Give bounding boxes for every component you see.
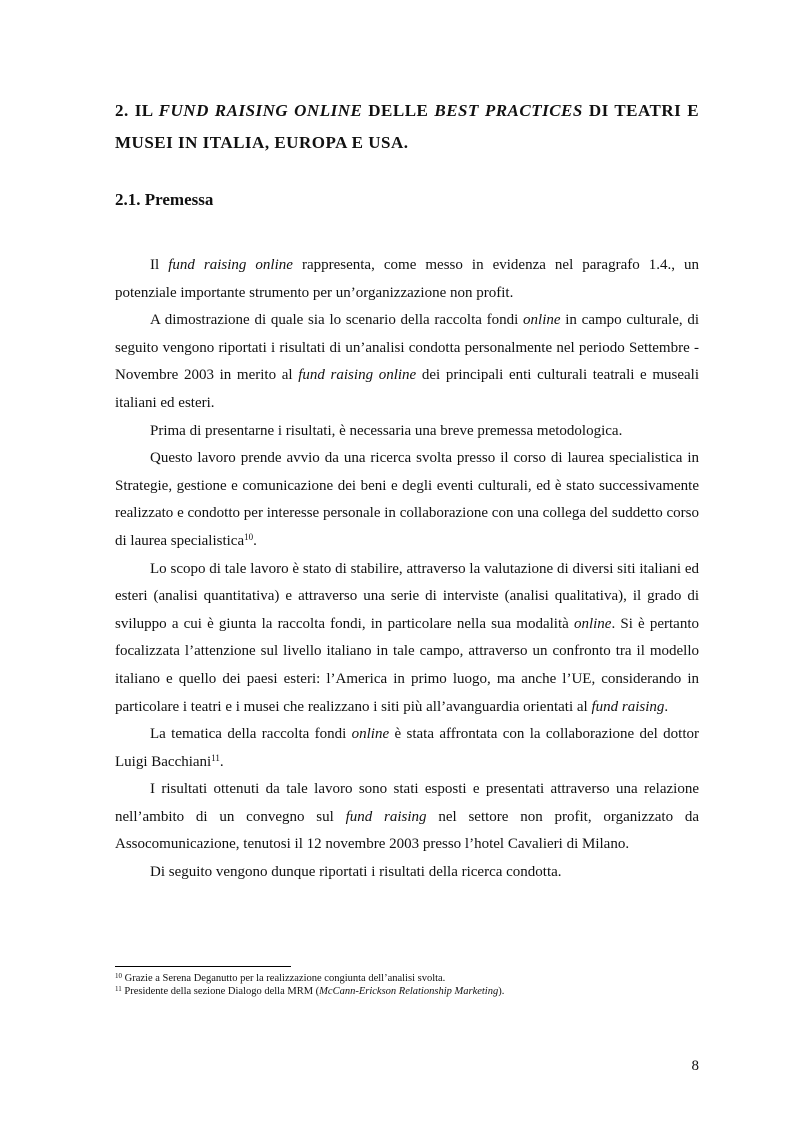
p6-text-c: è stata affrontata con la collaborazione del dottor Luigi Bacchiani: [115, 726, 700, 770]
p1-text-c: rappresenta, come messo in evidenza nel paragrafo 1.4., un potenziale importante strumento per un’organizzazione non profit.: [115, 257, 700, 301]
footnote-ref-11[interactable]: 11: [211, 752, 220, 763]
footnote-ref-10[interactable]: 10: [244, 531, 254, 542]
paragraph-4: Questo lavoro prende avvio da una ricerca svolta presso il corso di laurea specialistica in Strategie, gestione e comunicazione dei beni e degli eventi culturali, ed è stato successivamente realizzato e condotto per interesse personale in collaborazione con una collega del suddetto corso di laurea specialistica$^{10}$.: [115, 450, 699, 549]
footnote-11: [115, 985, 699, 998]
chapter-title-italic-best-practices: BEST PRACTICES: [434, 101, 583, 120]
page-number: 8: [691, 1058, 699, 1074]
chapter-title-delle: DELLE: [368, 101, 429, 120]
p6-text-a: La tematica della raccolta fondi: [150, 726, 347, 743]
p2-text-a: A dimostrazione di quale sia lo scenario della raccolta fondi: [150, 312, 519, 329]
p5-italic-fund-raising: fund raising: [591, 698, 665, 715]
paragraph-1: [115, 252, 699, 307]
p6-end: .: [219, 753, 224, 770]
p2-italic-online: online: [523, 312, 561, 329]
p2-italic-fund-raising: fund raising online: [298, 367, 417, 384]
p2-text-c: in campo culturale, di seguito vengono riportati i risultati di un’analisi condotta personalmente nel periodo Settembre - Novembre 2003 in merito al: [115, 312, 699, 384]
p6-italic-online: online: [351, 726, 390, 743]
paragraph-8: Di seguito vengono dunque riportati i risultati della ricerca condotta.: [150, 864, 562, 881]
chapter-title-rest: DI TEATRI E MUSEI IN ITALIA, EUROPA E USA.: [115, 101, 700, 152]
p7-text-a: I risultati ottenuti da tale lavoro sono stati esposti e presentati attraverso una relazione nell’ambito di un convegno sul: [115, 781, 699, 825]
p5-text-c: . Si è pertanto focalizzata l’attenzione sul livello italiano in tale campo, attraverso un confronto tra il modello italiano e quello dei paesi esteri: l’America in primo luogo, ma anche l’UE, considerando in particolare i teatri e i musei che realizzano i siti più all’avanguardia orientati al: [115, 615, 699, 715]
p7-text-c: nel settore non profit, organizzato da Assocomunicazione, tenutosi il 12 novembre 2003 presso l’hotel Cavalieri di Milano.: [115, 808, 700, 853]
footnotes: [115, 972, 699, 998]
footnote-divider: [115, 966, 291, 967]
section-title: 2.1. Premessa: [115, 190, 214, 209]
body-text: [115, 252, 699, 887]
chapter-number: 2. IL: [115, 101, 153, 120]
footnote-11-text-a: Presidente della sezione Dialogo della MRM (: [124, 986, 320, 997]
chapter-title-italic-fund-raising: FUND RAISING ONLINE: [158, 101, 363, 120]
paragraph-6: [115, 721, 699, 776]
p2-text-e: dei principali enti culturali teatrali e museali italiani ed esteri.: [115, 367, 700, 411]
footnote-10: [115, 972, 699, 985]
footnote-11-text-c: ).: [498, 986, 505, 997]
footnote-10-text: Grazie a Serena Deganutto per la realizzazione congiunta dell’analisi svolta.: [124, 973, 446, 984]
p5-italic-online: online: [573, 615, 612, 632]
footnote-10-number: 10: [115, 972, 122, 980]
chapter-title: [115, 95, 699, 159]
p4-text: Questo lavoro prende avvio da una ricerca svolta presso il corso di laurea specialistica in Strategie, gestione e comunicazione dei beni e degli eventi culturali, ed è stato successivamente realizzato e condotto per interesse personale in collaborazione con una collega del suddetto corso di laurea specialistica: [115, 450, 699, 549]
paragraph-2: [115, 307, 699, 417]
paragraph-3: Prima di presentarne i risultati, è necessaria una breve premessa metodologica.: [150, 422, 623, 439]
footnote-11-number: 11: [115, 985, 122, 993]
p7-italic-fund-raising: fund raising: [345, 808, 427, 825]
p1-text-a: Il: [150, 257, 160, 273]
paragraph-7: [115, 776, 699, 859]
p5-text-a: Lo scopo di tale lavoro è stato di stabilire, attraverso la valutazione di diversi siti italiani ed esteri (analisi quantitativa) e attraverso una serie di interviste (analisi qualitativa), il grado di sviluppo a cui è giunta la raccolta fondi, in particolare nella sua modalità: [115, 560, 699, 632]
paragraph-5: [115, 556, 699, 722]
p5-text-e: .: [664, 698, 669, 715]
footnote-11-italic: McCann-Erickson Relationship Marketing: [319, 986, 499, 997]
p1-italic: fund raising online: [168, 257, 293, 273]
